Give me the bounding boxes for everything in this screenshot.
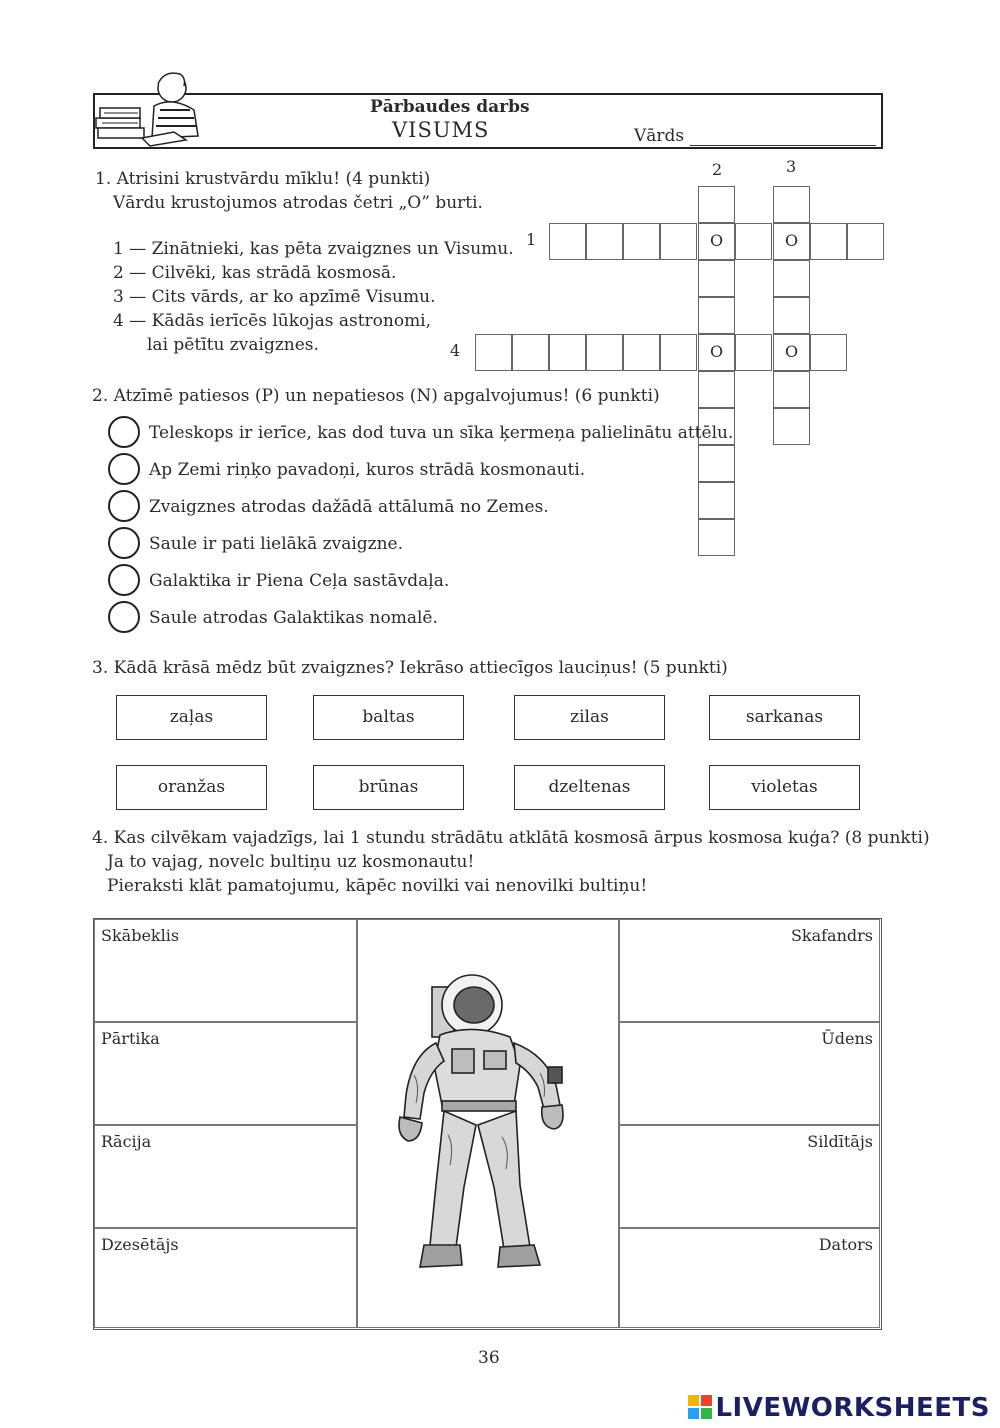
task1-clue-4-cont: lai pētītu zvaigznes. [147, 335, 319, 355]
crossword-cell[interactable] [586, 334, 623, 371]
page-number: 36 [478, 1348, 500, 1368]
crossword-cell[interactable] [660, 334, 697, 371]
statement-1: Teleskops ir ierīce, kas dod tuva un sīka ķermeņa palielinātu attēlu. [149, 423, 734, 443]
color-box-yellow[interactable]: dzeltenas [514, 765, 665, 810]
left-cell-cooler[interactable] [94, 1228, 357, 1328]
item-label: Dators [818, 1235, 873, 1254]
crossword-cell[interactable] [773, 186, 810, 223]
crossword-cell[interactable] [586, 223, 623, 260]
crossword-cell[interactable] [773, 260, 810, 297]
task4-line2: Ja to vajag, novelc bultiņu uz kosmonautu! [107, 852, 475, 872]
crossword-cell[interactable] [698, 482, 735, 519]
color-box-white[interactable]: baltas [313, 695, 464, 740]
crossword-cell[interactable] [623, 334, 660, 371]
crossword-cell[interactable] [847, 223, 884, 260]
answer-circle[interactable] [108, 416, 140, 448]
color-box-red[interactable]: sarkanas [709, 695, 860, 740]
crossword-cell[interactable] [698, 186, 735, 223]
crossword-cell[interactable] [773, 371, 810, 408]
student-reading-illustration [94, 66, 214, 150]
statement-5: Galaktika ir Piena Ceļa sastāvdaļa. [149, 571, 450, 591]
task4-heading: 4. Kas cilvēkam vajadzīgs, lai 1 stundu strādātu atklātā kosmosā ārpus kosmosa kuģa? (8 punkti) [92, 828, 930, 848]
brand-text: LIVEWORKSHEETS [715, 1393, 990, 1423]
astronaut-illustration [390, 965, 590, 1280]
answer-circle[interactable] [108, 453, 140, 485]
crossword-cell[interactable] [698, 260, 735, 297]
task1-clue-3: 3 — Cits vārds, ar ko apzīmē Visumu. [113, 287, 436, 307]
item-label: Sildītājs [807, 1132, 873, 1151]
task1-heading: 1. Atrisini krustvārdu mīklu! (4 punkti) [95, 169, 431, 189]
name-input-line[interactable] [690, 145, 876, 146]
crossword-number-1: 1 [526, 230, 537, 249]
answer-circle[interactable] [108, 601, 140, 633]
crossword-number-3: 3 [786, 157, 797, 176]
color-box-green[interactable]: zaļas [116, 695, 267, 740]
crossword-cell[interactable] [660, 223, 697, 260]
crossword-cell-o[interactable]: O [698, 334, 735, 371]
crossword-cell[interactable] [549, 223, 586, 260]
crossword-cell-o[interactable]: O [773, 223, 810, 260]
crossword-cell[interactable] [810, 223, 847, 260]
crossword-cell[interactable] [475, 334, 512, 371]
statement-2: Ap Zemi riņķo pavadoņi, kuros strādā kosmonauti. [149, 460, 586, 480]
crossword-cell[interactable] [698, 297, 735, 334]
task1-hint: Vārdu krustojumos atrodas četri „O” burti. [113, 193, 483, 213]
crossword-cell[interactable] [698, 445, 735, 482]
statement-3: Zvaigznes atrodas dažādā attālumā no Zemes. [149, 497, 549, 517]
crossword-cell[interactable] [773, 408, 810, 445]
item-label: Ūdens [821, 1029, 873, 1048]
crossword-cell-o[interactable]: O [698, 223, 735, 260]
color-box-violet[interactable]: violetas [709, 765, 860, 810]
crossword-cell[interactable] [735, 223, 772, 260]
header-subtitle: Pārbaudes darbs [370, 97, 530, 117]
crossword-number-2: 2 [712, 160, 723, 179]
crossword-number-4: 4 [450, 341, 461, 360]
item-label: Pārtika [101, 1029, 160, 1048]
item-label: Skābeklis [101, 926, 180, 945]
right-cell-spacesuit[interactable] [619, 919, 880, 1022]
answer-circle[interactable] [108, 490, 140, 522]
crossword-cell[interactable] [810, 334, 847, 371]
right-cell-heater[interactable] [619, 1125, 880, 1228]
crossword-cell-o[interactable]: O [773, 334, 810, 371]
crossword-cell[interactable] [698, 371, 735, 408]
item-label: Rācija [101, 1132, 152, 1151]
task1-clue-4: 4 — Kādās ierīcēs lūkojas astronomi, [113, 311, 432, 331]
liveworksheets-icon [688, 1395, 712, 1419]
header-title: VISUMS [392, 118, 490, 142]
left-cell-radio[interactable] [94, 1125, 357, 1228]
task4-line3: Pieraksti klāt pamatojumu, kāpēc novilki vai nenovilki bultiņu! [107, 876, 648, 896]
item-label: Skafandrs [790, 926, 873, 945]
answer-circle[interactable] [108, 527, 140, 559]
crossword-cell[interactable] [773, 297, 810, 334]
name-label: Vārds [634, 126, 685, 146]
statement-6: Saule atrodas Galaktikas nomalē. [149, 608, 438, 628]
task1-clue-1: 1 — Zinātnieki, kas pēta zvaigznes un Visumu. [113, 239, 514, 259]
color-box-blue[interactable]: zilas [514, 695, 665, 740]
statement-4: Saule ir pati lielākā zvaigzne. [149, 534, 404, 554]
left-cell-food[interactable] [94, 1022, 357, 1125]
crossword-cell[interactable] [698, 519, 735, 556]
right-cell-computer[interactable] [619, 1228, 880, 1328]
crossword-cell[interactable] [623, 223, 660, 260]
liveworksheets-logo [688, 1393, 990, 1423]
crossword-cell[interactable] [735, 334, 772, 371]
color-box-brown[interactable]: brūnas [313, 765, 464, 810]
task3-heading: 3. Kādā krāsā mēdz būt zvaigznes? Iekrāso attiecīgos lauciņus! (5 punkti) [92, 658, 728, 678]
right-cell-water[interactable] [619, 1022, 880, 1125]
color-box-orange[interactable]: oranžas [116, 765, 267, 810]
task2-heading: 2. Atzīmē patiesos (P) un nepatiesos (N) apgalvojumus! (6 punkti) [92, 386, 660, 406]
answer-circle[interactable] [108, 564, 140, 596]
crossword-cell[interactable] [549, 334, 586, 371]
crossword-cell[interactable] [512, 334, 549, 371]
left-cell-oxygen[interactable] [94, 919, 357, 1022]
task1-clue-2: 2 — Cilvēki, kas strādā kosmosā. [113, 263, 397, 283]
item-label: Dzesētājs [101, 1235, 179, 1254]
